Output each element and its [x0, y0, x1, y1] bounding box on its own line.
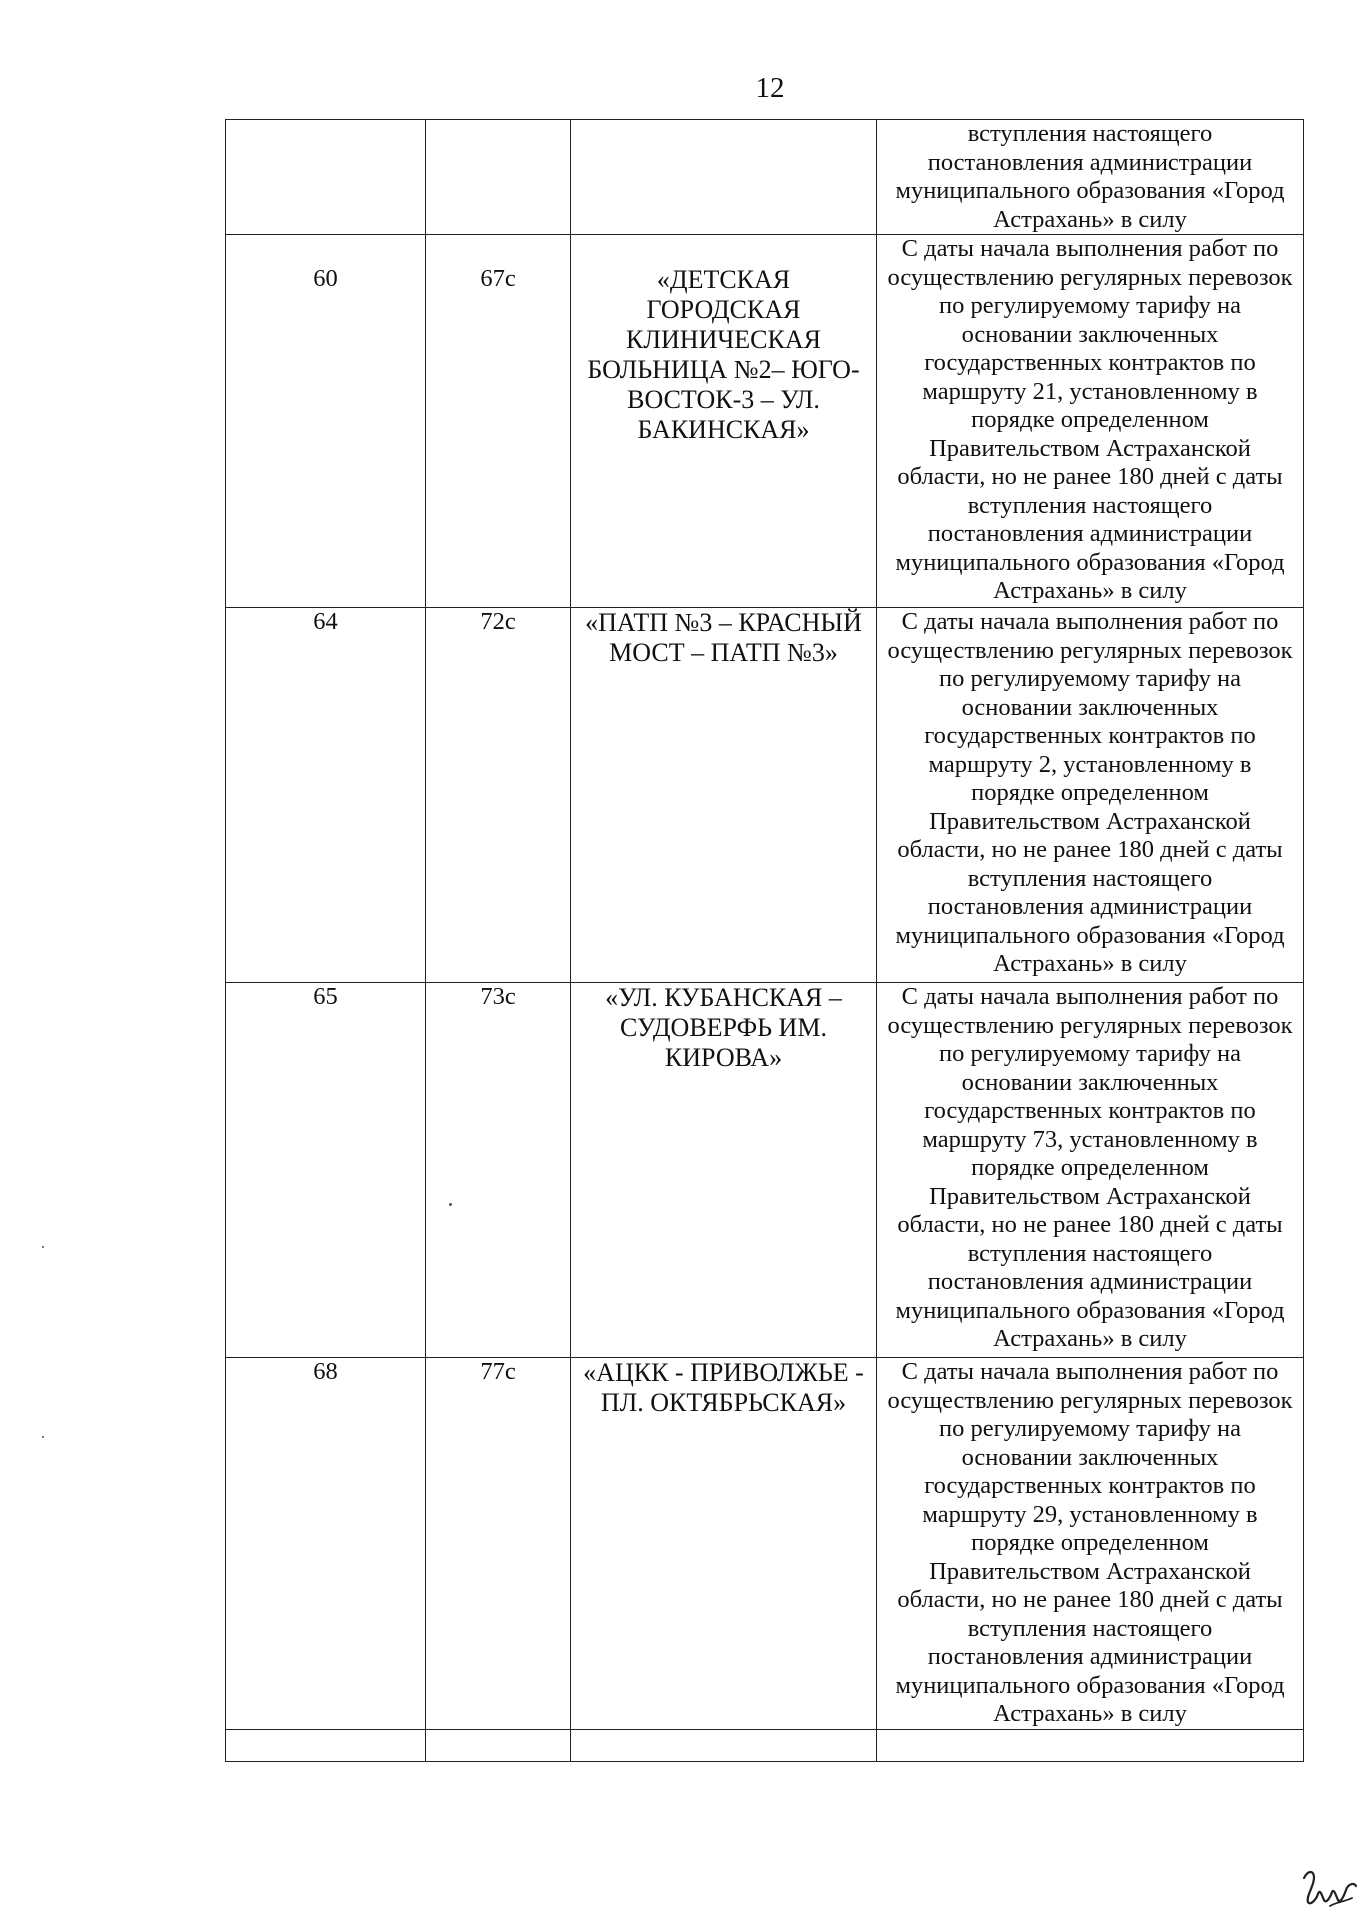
condition-text: вступления настоящего постановления администрации муниципального образования «Город Астрахань» в силу — [895, 120, 1285, 233]
condition-cell — [877, 235, 1304, 608]
row-number: 64 — [313, 608, 338, 635]
route-code-cell — [426, 1358, 571, 1730]
empty-cell — [877, 1729, 1304, 1761]
number-cell — [226, 983, 426, 1358]
table-row — [226, 1358, 1304, 1730]
condition-cell — [877, 983, 1304, 1358]
route-code-cell — [426, 235, 571, 608]
row-number: 65 — [313, 983, 338, 1010]
condition-cell — [877, 608, 1304, 983]
route-code: 72с — [480, 608, 516, 635]
number-cell — [226, 235, 426, 608]
scan-speck — [42, 1246, 44, 1248]
scan-speck — [42, 1436, 44, 1438]
handwritten-initials — [1300, 1862, 1358, 1912]
table-row-empty — [226, 1729, 1304, 1761]
row-number: 60 — [313, 265, 338, 292]
condition-text: С даты начала выполнения работ по осуществлению регулярных перевозок по регулируемому тарифу на основании заключенных государственных контрактов по маршруту 29, установленному в порядке определенном Правительством Астраханской области, но не ранее 180 дней с даты вступления настоящего постановления администрации муниципального образования «Город Астрахань» в силу — [887, 1358, 1293, 1727]
empty-cell — [226, 1729, 426, 1761]
route-code-cell — [426, 608, 571, 983]
route-code: 67с — [480, 265, 516, 292]
route-code: 77с — [480, 1358, 516, 1385]
route-name-cell — [571, 120, 877, 235]
table-row-continuation — [226, 120, 1304, 235]
route-name: «ПАТП №3 – КРАСНЫЙ МОСТ – ПАТП №3» — [585, 608, 862, 667]
routes-table — [225, 119, 1304, 1762]
condition-cell — [877, 1358, 1304, 1730]
route-name: «УЛ. КУБАНСКАЯ – СУДОВЕРФЬ ИМ. КИРОВА» — [605, 983, 842, 1072]
route-code: 73с — [480, 983, 516, 1010]
number-cell — [226, 1358, 426, 1730]
route-code-cell — [426, 983, 571, 1358]
empty-cell — [571, 1729, 877, 1761]
number-cell — [226, 608, 426, 983]
condition-text: С даты начала выполнения работ по осуществлению регулярных перевозок по регулируемому тарифу на основании заключенных государственных контрактов по маршруту 73, установленному в порядке определенном Правительством Астраханской области, но не ранее 180 дней с даты вступления настоящего постановления администрации муниципального образования «Город Астрахань» в силу — [887, 983, 1293, 1352]
table-row — [226, 983, 1304, 1358]
route-name: «АЦКК - ПРИВОЛЖЬЕ - ПЛ. ОКТЯБРЬСКАЯ» — [583, 1358, 864, 1417]
page-number: 12 — [755, 72, 785, 104]
condition-text: С даты начала выполнения работ по осуществлению регулярных перевозок по регулируемому тарифу на основании заключенных государственных контрактов по маршруту 21, установленному в порядке определенном Правительством Астраханской области, но не ранее 180 дней с даты вступления настоящего постановления администрации муниципального образования «Город Астрахань» в силу — [887, 235, 1293, 604]
empty-cell — [426, 1729, 571, 1761]
route-name-cell — [571, 608, 877, 983]
scan-speck — [449, 1203, 452, 1206]
table-row — [226, 235, 1304, 608]
route-name: «ДЕТСКАЯ ГОРОДСКАЯ КЛИНИЧЕСКАЯ БОЛЬНИЦА №2– ЮГО-ВОСТОК-3 – УЛ. БАКИНСКАЯ» — [587, 265, 860, 444]
route-name-cell — [571, 235, 877, 608]
number-cell — [226, 120, 426, 235]
route-code-cell — [426, 120, 571, 235]
condition-cell — [877, 120, 1304, 235]
row-number: 68 — [313, 1358, 338, 1385]
route-name-cell — [571, 1358, 877, 1730]
condition-text: С даты начала выполнения работ по осуществлению регулярных перевозок по регулируемому тарифу на основании заключенных государственных контрактов по маршруту 2, установленному в порядке определенном Правительством Астраханской области, но не ранее 180 дней с даты вступления настоящего постановления администрации муниципального образования «Город Астрахань» в силу — [887, 608, 1293, 977]
route-name-cell — [571, 983, 877, 1358]
table-row — [226, 608, 1304, 983]
